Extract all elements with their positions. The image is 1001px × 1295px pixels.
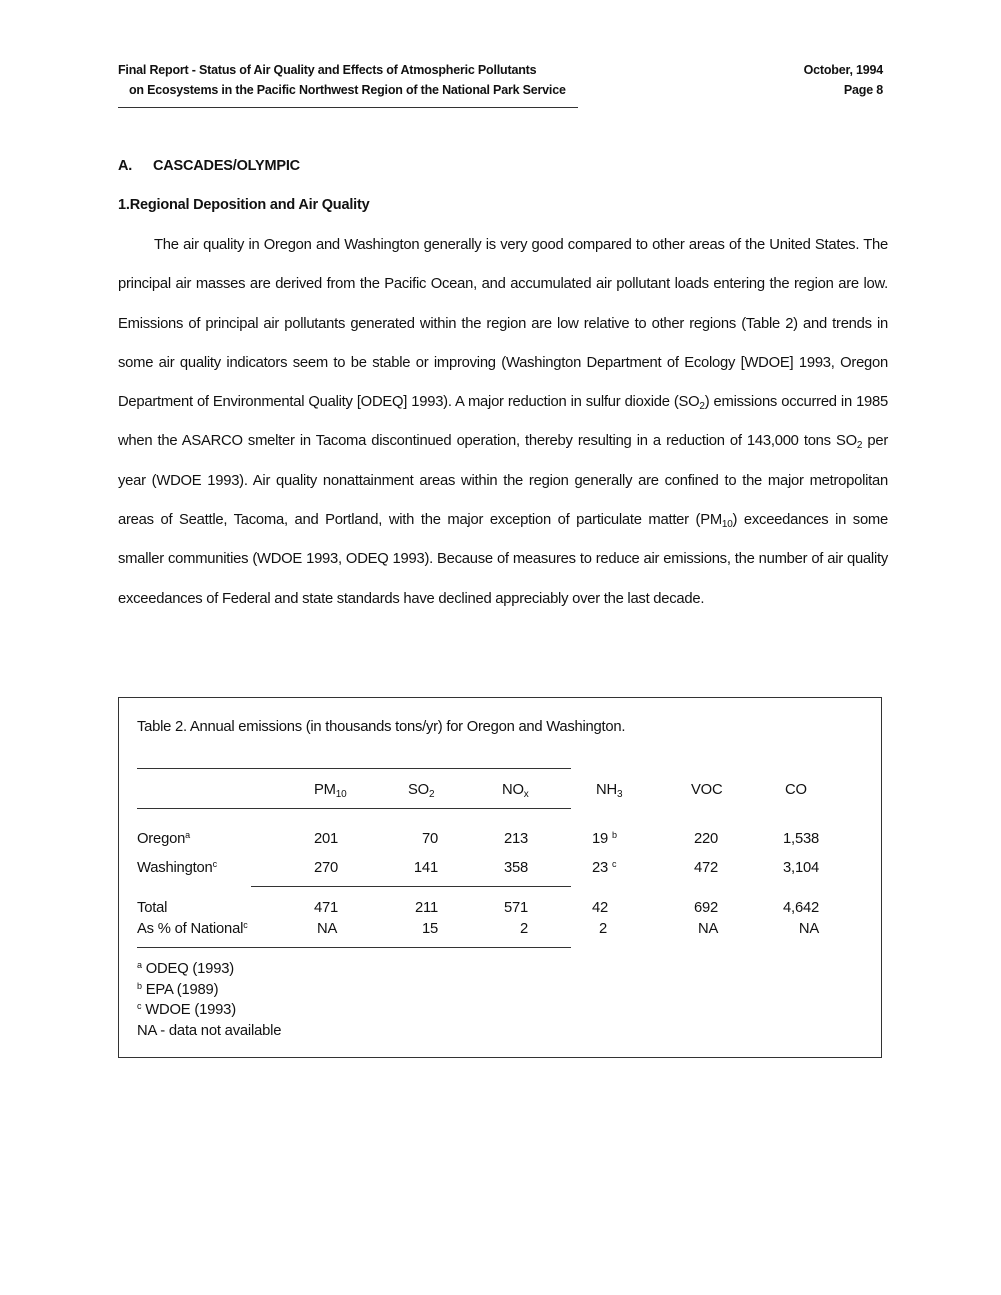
- cell-total-pm10: 471: [314, 900, 339, 916]
- cell-total-voc: 692: [694, 900, 719, 916]
- col-header-so2: $SO_2$: [408, 782, 435, 800]
- cell-total-so2: 211: [415, 900, 438, 916]
- paragraph-text-2: ) emissions occurred in 1985 when the ASARCO smelter in Tacoma discontinued operation, thereby resulting in a reduction of 143,000 tons SO: [118, 394, 888, 450]
- col-header-nox: $NO_x$: [502, 782, 529, 800]
- table-top-rule: [137, 768, 571, 769]
- header-page-number: Page 8: [843, 83, 883, 97]
- header-meta: [804, 60, 883, 100]
- col-header-nh3: $NH_3$: [596, 782, 623, 800]
- cell-washington-pm10: 270: [314, 860, 339, 876]
- section-letter: A.: [118, 158, 133, 174]
- cell-oregon-pm10: 201: [314, 831, 339, 847]
- col-header-voc: VOC: [691, 782, 723, 798]
- footnote-b: $^b$ EPA (1989): [137, 980, 219, 998]
- emissions-table: [118, 697, 882, 1058]
- table-bottom-rule: [137, 947, 571, 948]
- table-header-rule: [137, 808, 571, 809]
- header-date: October, 1994: [803, 63, 883, 77]
- paragraph-text-3: per year (WDOE 1993). Air quality nonattainment areas within the region generally are confined to the major metropolitan areas of Seattle, Tacoma, and Portland, with the major exception of particulate matter (PM: [118, 433, 889, 529]
- row-label-oregon: Oregon$^a$: [137, 830, 190, 847]
- cell-washington-so2: 141: [413, 860, 438, 876]
- col-header-co: CO: [785, 782, 807, 798]
- cell-percent-nox: 2: [519, 921, 528, 937]
- cell-washington-nh3: 23 $^c$: [592, 859, 617, 876]
- paragraph-text-4: ) exceedances in some smaller communities (WDOE 1993, ODEQ 1993). Because of measures to reduce air emissions, the number of air quality exceedances of Federal and state standards have declined appreciably over the last decade.: [118, 512, 888, 607]
- row-label-washington: Washington$^c$: [137, 859, 217, 876]
- header-title-line1: Final Report - Status of Air Quality and Effects of Atmospheric Pollutants: [118, 63, 537, 77]
- cell-total-nh3: 42: [592, 900, 609, 916]
- cell-oregon-nh3: 19 $^b$: [592, 830, 617, 847]
- cell-percent-voc: NA: [698, 921, 719, 937]
- cell-percent-pm10: NA: [317, 921, 338, 937]
- cell-washington-co: 3,104: [783, 860, 820, 876]
- cell-washington-nox: 358: [504, 860, 529, 876]
- table-subtotal-rule: [251, 886, 571, 887]
- footnote-a: $^a$ ODEQ (1993): [137, 960, 234, 977]
- footnote-na: NA - data not available: [137, 1022, 282, 1039]
- so2-subscript: 2: [699, 401, 705, 413]
- header-title-line2: on Ecosystems in the Pacific Northwest Region of the National Park Service: [129, 83, 566, 97]
- cell-total-nox: 571: [504, 900, 529, 916]
- header-divider: [118, 107, 578, 108]
- subsection-title: 1.Regional Deposition and Air Quality: [118, 197, 370, 213]
- cell-oregon-nox: 213: [504, 831, 529, 847]
- table-caption: Table 2. Annual emissions (in thousands tons/yr) for Oregon and Washington.: [137, 719, 626, 735]
- paragraph-text-1: The air quality in Oregon and Washington generally is very good compared to other areas of the United States. The principal air masses are derived from the Pacific Ocean, and accumulated air pollutant loads entering the region are low. Emissions of principal air pollutants generated within the region are low relative to other regions (Table 2) and trends in some air quality indicators seem to be stable or improving (Washington Department of Ecology [WDOE] 1993, Oregon Department of Environmental Quality [ODEQ] 1993). A major reduction in sulfur dioxide (SO: [118, 237, 888, 411]
- cell-percent-co: NA: [798, 921, 819, 937]
- cell-percent-nh3: 2: [599, 921, 608, 937]
- row-label-total: Total: [137, 900, 168, 916]
- cell-washington-voc: 472: [694, 860, 719, 876]
- row-label-percent-national: As % of National$^c$: [137, 920, 248, 937]
- cell-oregon-voc: 220: [694, 831, 719, 847]
- body-paragraph: [118, 226, 888, 619]
- section-title: CASCADES/OLYMPIC: [153, 158, 300, 174]
- cell-oregon-co: 1,538: [783, 831, 820, 847]
- table-footnotes: [137, 959, 281, 1041]
- cell-oregon-so2: 70: [421, 831, 438, 847]
- so2-subscript: 2: [856, 440, 863, 452]
- pm10-subscript: 10: [721, 519, 733, 531]
- footnote-c: $^c$ WDOE (1993): [137, 1001, 236, 1018]
- header-title: [118, 60, 566, 100]
- cell-total-co: 4,642: [783, 900, 820, 916]
- col-header-pm10: $PM_{10}$: [314, 782, 347, 800]
- cell-percent-so2: 15: [421, 921, 438, 937]
